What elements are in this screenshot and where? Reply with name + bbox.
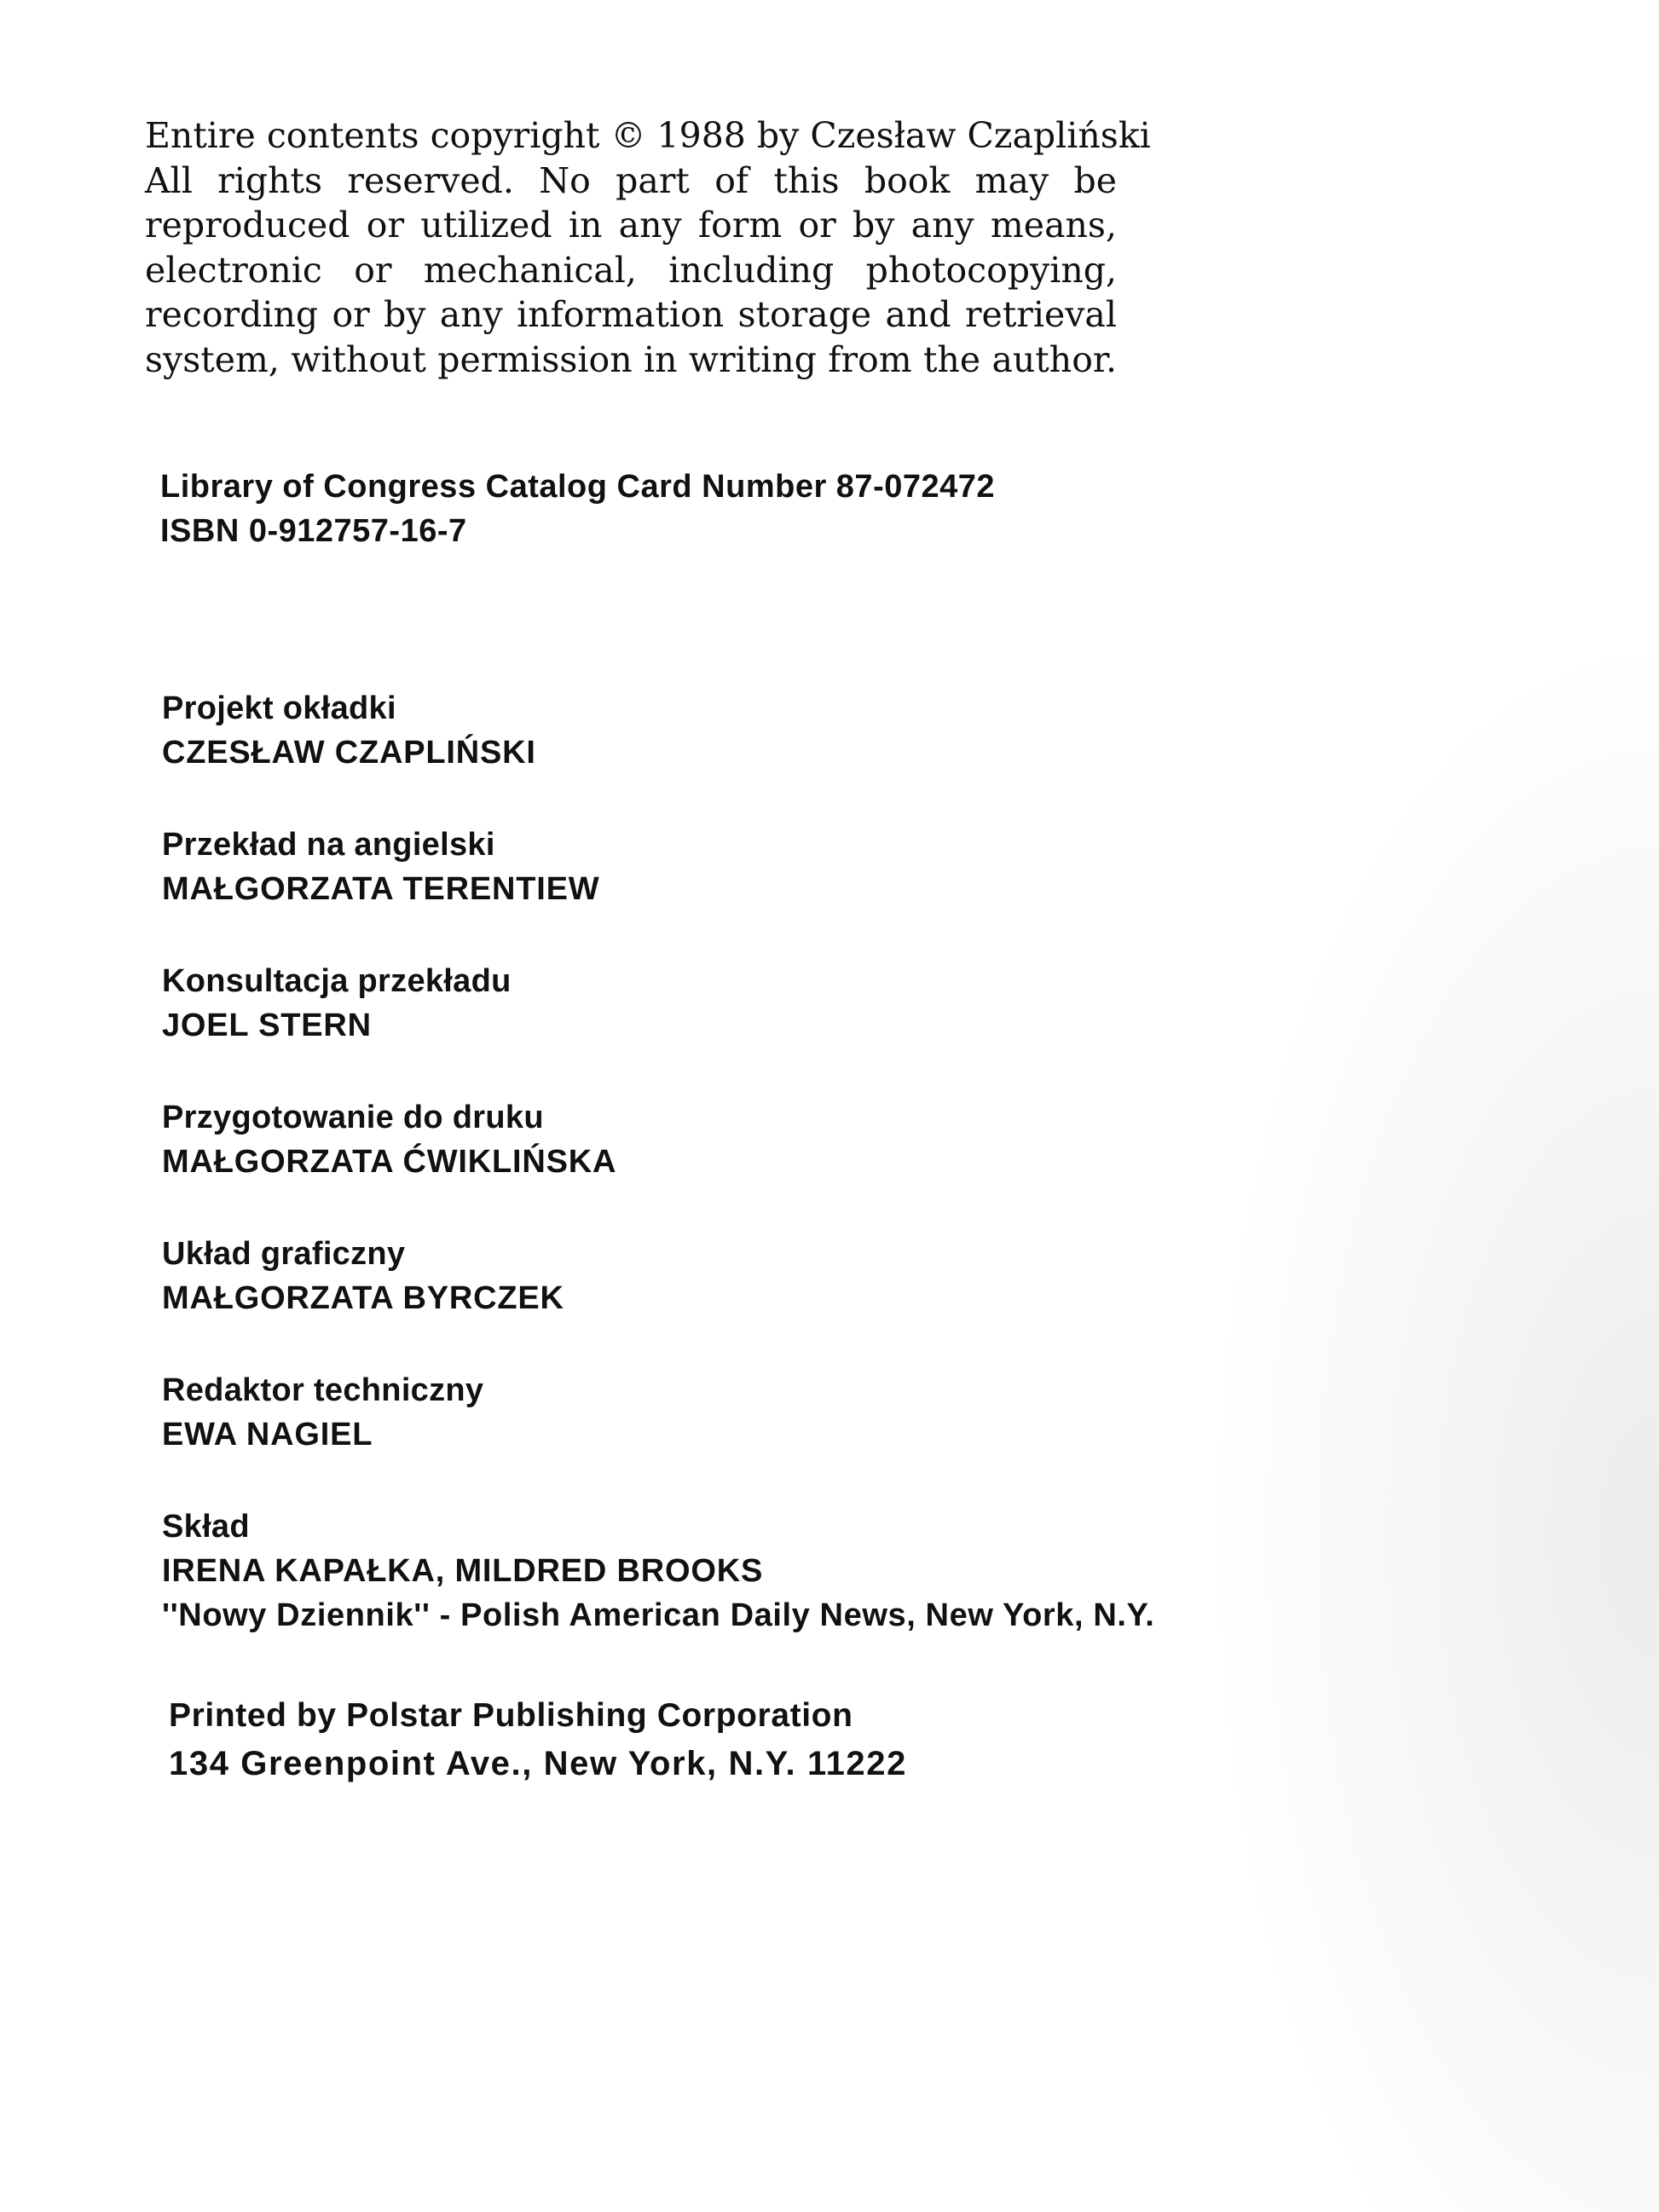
credit-print-preparation	[162, 1095, 1154, 1184]
credit-role: Projekt okładki	[162, 690, 396, 726]
isbn-text: ISBN 0-912757-16-7	[160, 513, 467, 549]
credit-cover-design	[162, 686, 1154, 775]
copyright-line: All rights reserved. No part of this book may be	[145, 159, 1117, 201]
credit-role: Układ graficzny	[162, 1236, 406, 1272]
copyright-line: Entire contents copyright © 1988 by Czesław Czapliński	[145, 115, 1151, 156]
credits-list	[162, 686, 1154, 1685]
credit-role: Przekład na angielski	[162, 827, 495, 863]
credit-role: Redaktor techniczny	[162, 1372, 484, 1408]
lccn-text: Library of Congress Catalog Card Number 87-072472	[160, 469, 996, 505]
credit-graphic-layout	[162, 1232, 1154, 1320]
copyright-line: reproduced or utilized in any form or by any means,	[145, 205, 1117, 245]
printer-info	[169, 1692, 907, 1788]
credit-name: JOEL STERN	[162, 1008, 372, 1043]
credit-name: IRENA KAPAŁKA, MILDRED BROOKS	[162, 1553, 764, 1589]
catalog-info	[160, 465, 995, 553]
printer-address: 134 Greenpoint Ave., New York, N.Y. 11222	[169, 1745, 907, 1782]
credit-name: MAŁGORZATA ĆWIKLIŃSKA	[162, 1144, 617, 1180]
credit-name: MAŁGORZATA TERENTIEW	[162, 871, 600, 907]
credit-translation-consultation	[162, 959, 1154, 1048]
credit-role: Przygotowanie do druku	[162, 1100, 544, 1135]
copyright-notice	[145, 113, 1151, 382]
copyright-line-last: system, without permission in writing from the author.	[145, 338, 1117, 380]
credit-translation	[162, 823, 1154, 911]
credit-typesetting	[162, 1505, 1154, 1637]
credit-extra: ''Nowy Dziennik'' - Polish American Daily News, New York, N.Y.	[162, 1597, 1155, 1633]
credit-name: EWA NAGIEL	[162, 1417, 373, 1453]
copyright-line: electronic or mechanical, including photocopying,	[145, 249, 1117, 291]
credit-role: Skład	[162, 1509, 250, 1545]
credit-role: Konsultacja przekładu	[162, 963, 512, 999]
credit-technical-editor	[162, 1368, 1154, 1457]
credit-name: MAŁGORZATA BYRCZEK	[162, 1280, 564, 1316]
credit-name: CZESŁAW CZAPLIŃSKI	[162, 735, 536, 771]
copyright-line: recording or by any information storage and retrieval	[145, 294, 1117, 335]
printer-name: Printed by Polstar Publishing Corporation	[169, 1697, 853, 1734]
